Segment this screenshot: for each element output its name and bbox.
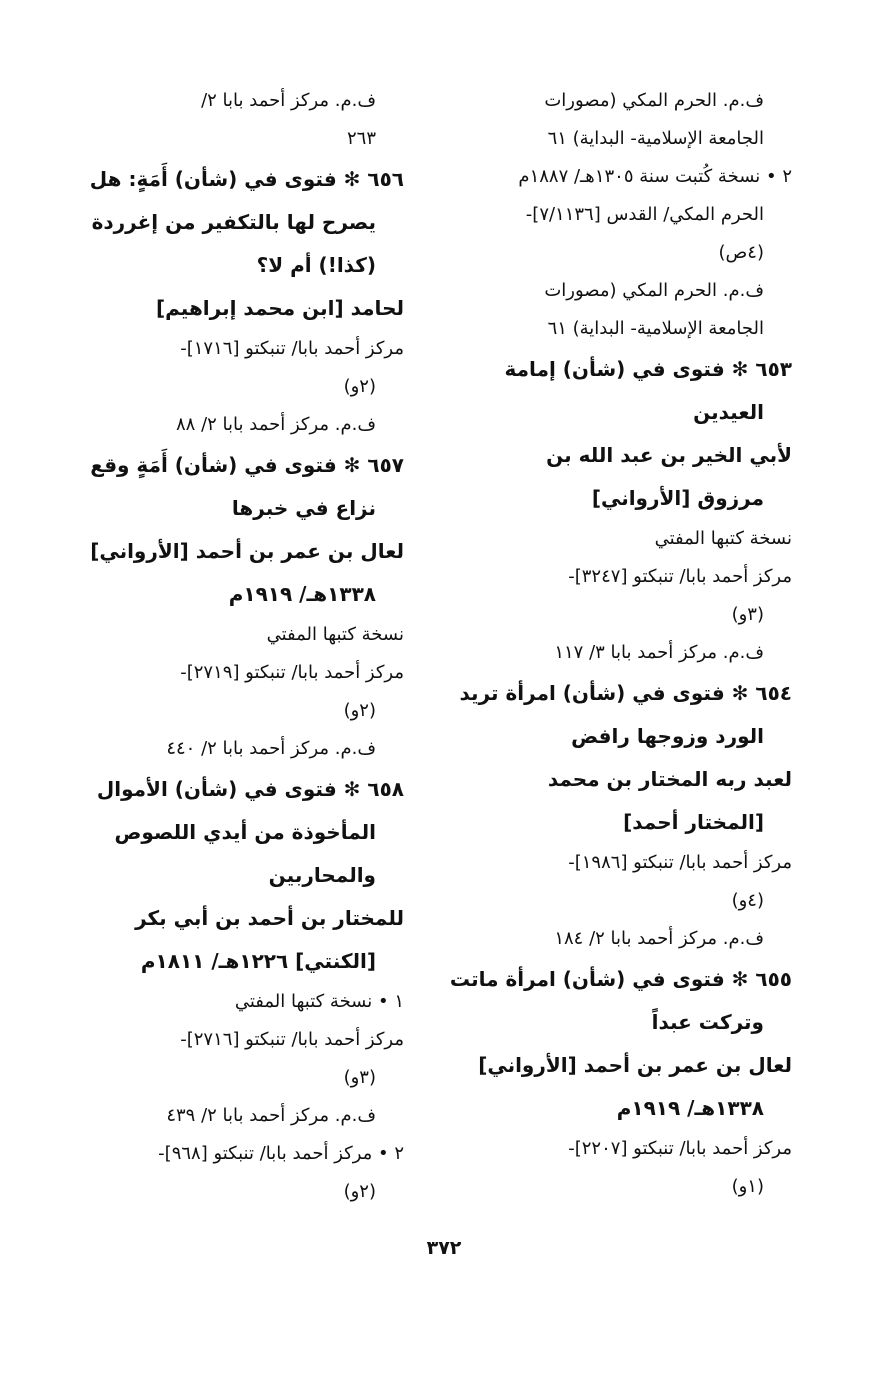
right-column-line: الورد وزوجها رافض — [571, 724, 764, 748]
right-column-line: ف.م. الحرم المكي (مصورات — [544, 90, 764, 111]
right-column-line: (١و) — [731, 1176, 764, 1197]
right-column-line: ف.م. الحرم المكي (مصورات — [544, 280, 764, 301]
left-column-line: ف.م. مركز أحمد بابا ٢/ ٨٨ — [176, 414, 376, 435]
right-column-line: الجامعة الإسلامية- البداية) ٦١ — [547, 128, 764, 149]
left-column-line: ٦٥٧ ✻ فتوى في (شأن) أَمَةٍ وقع — [90, 453, 404, 477]
right-column-line: (٤و) — [731, 890, 764, 911]
right-column-line: لأبي الخير بن عبد الله بن — [546, 443, 792, 467]
right-column-line: نسخة كتبها المفتي — [654, 528, 792, 549]
right-column-line: (٤ص) — [718, 242, 764, 263]
left-column-line: نسخة كتبها المفتي — [266, 624, 404, 645]
left-column-line: ف.م. مركز أحمد بابا ٢/ ٤٤٠ — [166, 738, 376, 759]
right-column-line: [المختار أحمد] — [623, 810, 764, 834]
page-number: ٣٧٢ — [426, 1237, 462, 1259]
left-column-line: مركز أحمد بابا/ تنبكتو [٢٧١٦]- — [180, 1029, 404, 1050]
left-column-line: (كذا!) أم لا؟ — [256, 253, 376, 277]
right-column-line: ٢ • نسخة كُتبت سنة ١٣٠٥هـ/ ١٨٨٧م — [518, 166, 792, 187]
right-column-line: مرزوق [الأرواني] — [591, 486, 764, 510]
left-column-line: ٦٥٨ ✻ فتوى في (شأن) الأموال — [96, 777, 404, 801]
left-column-line: ٦٥٦ ✻ فتوى في (شأن) أَمَةٍ: هل — [89, 167, 404, 191]
left-column-line: (٢و) — [343, 700, 376, 721]
right-column-line: العيدين — [693, 400, 764, 424]
left-column-line: (٣و) — [343, 1067, 376, 1088]
right-column-line: لعال بن عمر بن أحمد [الأرواني] — [478, 1053, 792, 1077]
right-column-line: ف.م. مركز أحمد بابا ٢/ ١٨٤ — [554, 928, 764, 949]
left-column-line: [الكنتي] ١٢٢٦هـ/ ١٨١١م — [140, 949, 376, 973]
left-column-line: ف.م. مركز أحمد بابا ٢/ — [201, 90, 376, 111]
right-column-line: الجامعة الإسلامية- البداية) ٦١ — [547, 318, 764, 339]
left-column-line: لعال بن عمر بن أحمد [الأرواني] — [90, 539, 404, 563]
right-column-line: مركز أحمد بابا/ تنبكتو [٣٢٤٧]- — [568, 566, 792, 587]
left-column-line: ٢ • مركز أحمد بابا/ تنبكتو [٩٦٨]- — [158, 1143, 404, 1164]
left-column — [50, 82, 404, 1211]
right-column-line: ف.م. مركز أحمد بابا ٣/ ١١٧ — [554, 642, 764, 663]
left-column-line: (٢و) — [343, 376, 376, 397]
left-column-line: والمحاربين — [268, 863, 376, 887]
left-column-line: لحامد [ابن محمد إبراهيم] — [155, 296, 404, 320]
right-column-line: ٦٥٤ ✻ فتوى في (شأن) امرأة تريد — [459, 681, 792, 705]
left-column-line: مركز أحمد بابا/ تنبكتو [١٧١٦]- — [180, 338, 404, 359]
right-column-line: (٣و) — [731, 604, 764, 625]
left-column-line: ١ • نسخة كتبها المفتي — [234, 991, 404, 1012]
right-column-line: مركز أحمد بابا/ تنبكتو [١٩٨٦]- — [568, 852, 792, 873]
left-column-line: مركز أحمد بابا/ تنبكتو [٢٧١٩]- — [180, 662, 404, 683]
right-column-line: ٦٥٣ ✻ فتوى في (شأن) إمامة — [504, 357, 792, 381]
right-column-line: مركز أحمد بابا/ تنبكتو [٢٢٠٧]- — [568, 1138, 792, 1159]
right-column-line: ٦٥٥ ✻ فتوى في (شأن) امرأة ماتت — [449, 967, 792, 991]
left-column-line: يصرح لها بالتكفير من إغرردة — [91, 210, 376, 234]
left-column-line: للمختار بن أحمد بن أبي بكر — [135, 906, 404, 930]
left-column-line: ١٣٣٨هـ/ ١٩١٩م — [228, 582, 376, 606]
left-column-line: ف.م. مركز أحمد بابا ٢/ ٤٣٩ — [166, 1105, 376, 1126]
left-column-line: (٢و) — [343, 1181, 376, 1202]
left-column-line: المأخوذة من أيدي اللصوص — [114, 820, 376, 844]
right-column-line: وتركت عبداً — [651, 1010, 764, 1034]
right-column — [440, 82, 792, 1206]
left-column-line: نزاع في خبرها — [231, 496, 376, 520]
right-column-line: لعبد ربه المختار بن محمد — [547, 767, 792, 791]
left-column-line: ٢٦٣ — [346, 128, 376, 149]
right-column-line: الحرم المكي/ القدس [٧/١١٣٦]- — [525, 204, 764, 225]
right-column-line: ١٣٣٨هـ/ ١٩١٩م — [616, 1096, 764, 1120]
